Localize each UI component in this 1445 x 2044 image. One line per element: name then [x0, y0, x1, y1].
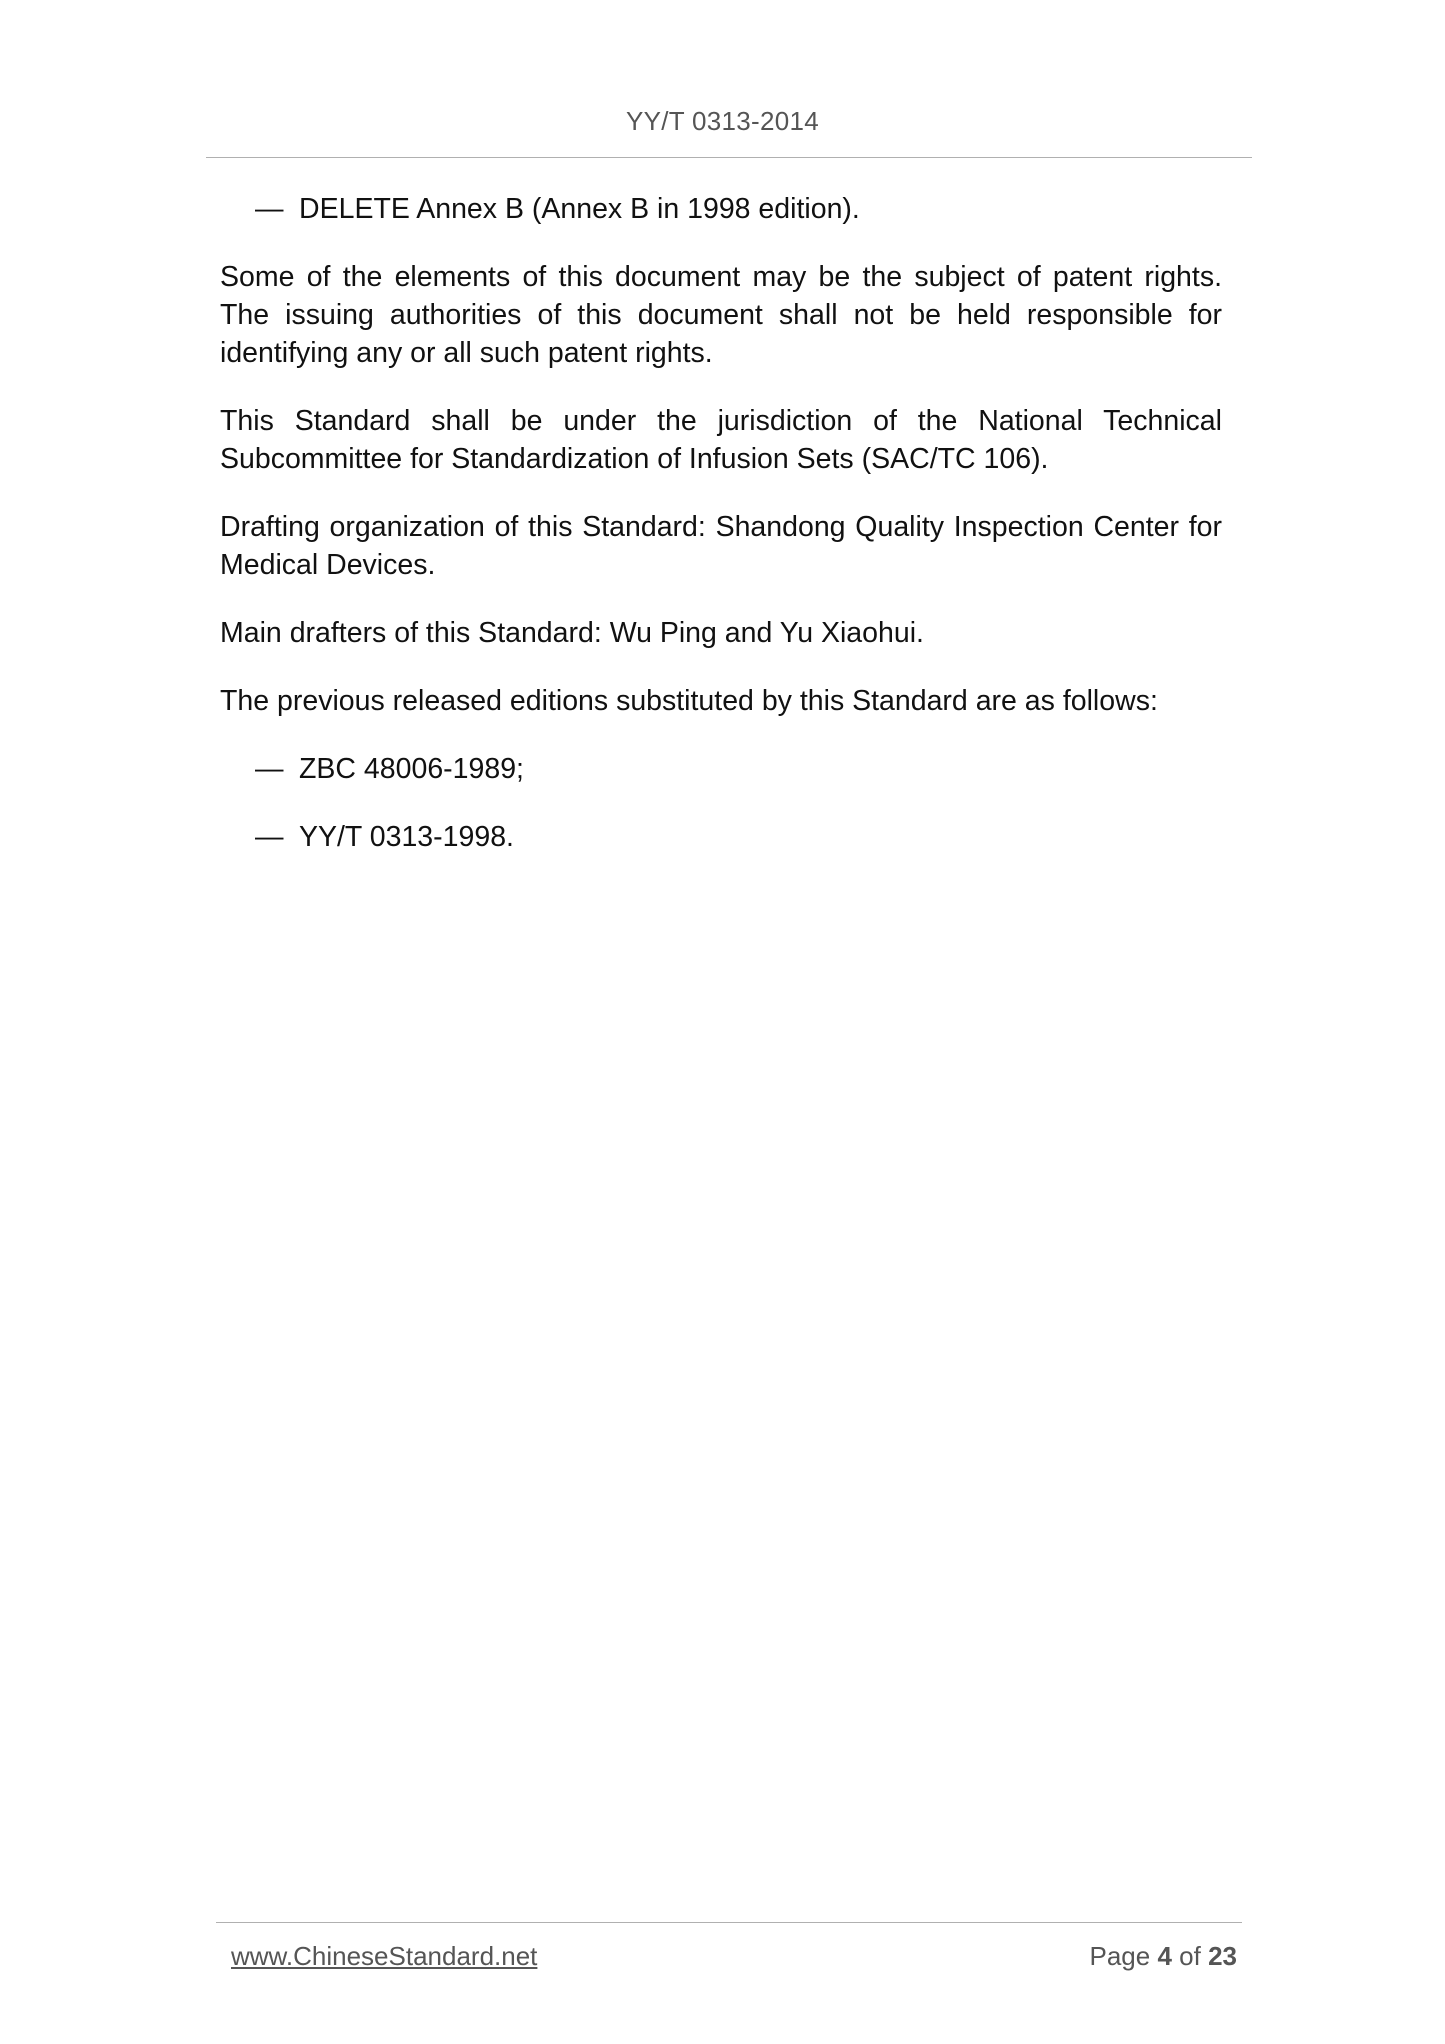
list-item-text: DELETE Annex B (Annex B in 1998 edition).: [299, 193, 860, 225]
previous-edition-item: YY/T 0313-1998.: [299, 821, 514, 853]
previous-editions-intro: The previous released editions substituted by this Standard are as follows:: [220, 685, 1158, 717]
header-standard-code: YY/T 0313-2014: [625, 106, 820, 136]
drafting-organization-paragraph: Drafting organization of this Standard: Shandong Quality Inspection Center for Medical Devices.: [220, 511, 1222, 581]
page-total: 23: [1208, 1941, 1237, 1971]
previous-edition-item: ZBC 48006-1989;: [299, 753, 524, 785]
header-divider: [206, 157, 1252, 158]
footer-divider: [216, 1922, 1242, 1923]
list-item: [220, 750, 1222, 788]
list-item: [220, 190, 1222, 228]
document-body: [220, 190, 1222, 886]
dash-bullet: —: [255, 193, 284, 225]
page-word: Page: [1089, 1941, 1151, 1971]
patent-rights-paragraph: Some of the elements of this document may be the subject of patent rights. The issuing authorities of this document shall not be held responsible for identifying any or all such patent rights.: [220, 261, 1222, 369]
dash-bullet: —: [255, 821, 284, 853]
page-number: [1089, 1941, 1237, 1972]
page-of: of: [1179, 1941, 1201, 1971]
dash-bullet: —: [255, 753, 284, 785]
list-item: [220, 818, 1222, 856]
page-current: 4: [1157, 1941, 1172, 1971]
jurisdiction-paragraph: This Standard shall be under the jurisdiction of the National Technical Subcommittee for Standardization of Infusion Sets (SAC/TC 106).: [220, 405, 1222, 475]
main-drafters-paragraph: Main drafters of this Standard: Wu Ping and Yu Xiaohui.: [220, 617, 924, 649]
website-link[interactable]: www.ChineseStandard.net: [231, 1941, 538, 1971]
